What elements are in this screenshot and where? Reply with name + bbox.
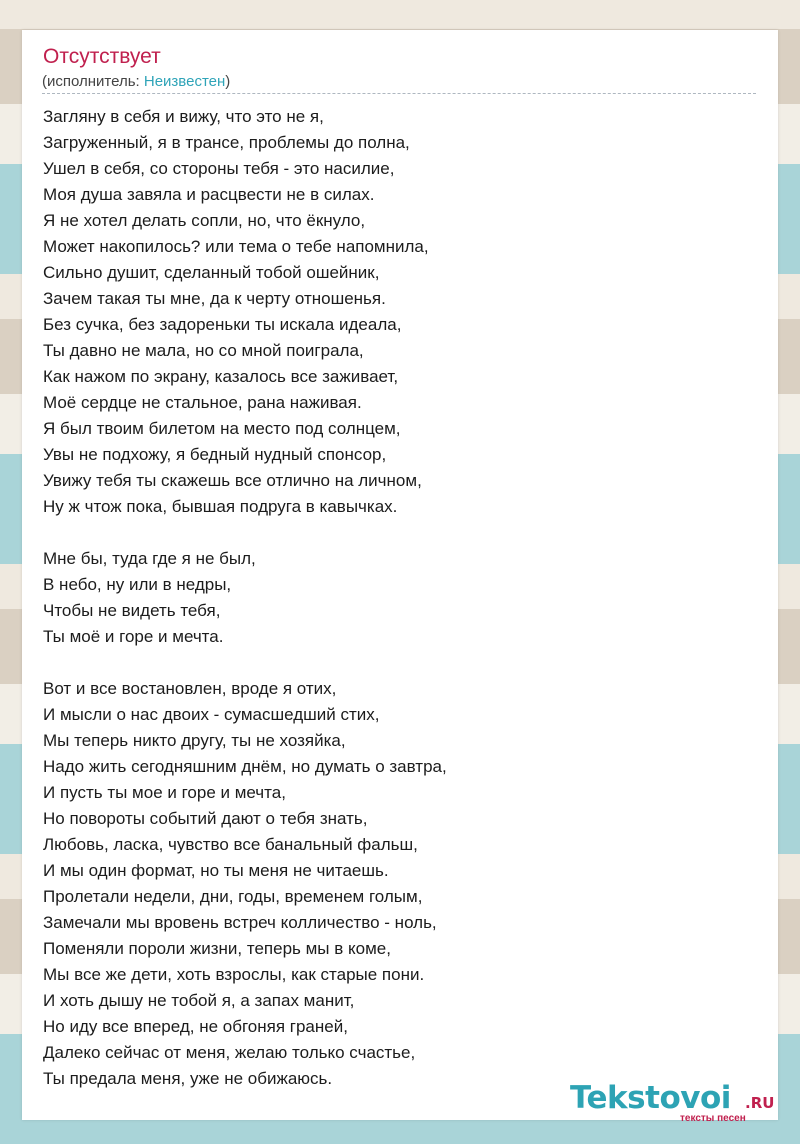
lyrics-line: Ты моё и горе и мечта. bbox=[43, 627, 224, 646]
lyrics-line: Загляну в себя и вижу, что это не я, bbox=[43, 107, 324, 126]
lyrics-stanza bbox=[43, 546, 763, 650]
lyrics-text bbox=[43, 104, 763, 1092]
lyrics-line: Чтобы не видеть тебя, bbox=[43, 601, 221, 620]
artist-link[interactable]: Неизвестен bbox=[143, 73, 226, 90]
lyrics-line: Я не хотел делать сопли, но, что ёкнуло, bbox=[43, 211, 366, 230]
artist-suffix: ) bbox=[225, 73, 231, 90]
lyrics-line: Вот и все востановлен, вроде я отих, bbox=[43, 679, 337, 698]
lyrics-line: И мысли о нас двоих - сумасшедший стих, bbox=[43, 705, 380, 724]
lyrics-line: Надо жить сегодняшним днём, но думать о завтра, bbox=[43, 757, 447, 776]
lyrics-line: Любовь, ласка, чувство все банальный фальш, bbox=[43, 835, 418, 854]
lyrics-line: Я был твоим билетом на место под солнцем, bbox=[43, 419, 401, 438]
lyrics-line: Зачем такая ты мне, да к черту отношенья. bbox=[43, 289, 386, 308]
lyrics-line: Поменяли пороли жизни, теперь мы в коме, bbox=[43, 939, 391, 958]
lyrics-line: Но повороты событий дают о тебя знать, bbox=[43, 809, 368, 828]
artist-prefix: (исполнитель: bbox=[42, 73, 144, 90]
artist-line bbox=[42, 73, 230, 90]
lyrics-line: Моё сердце не стальное, рана наживая. bbox=[43, 393, 362, 412]
lyrics-line: И пусть ты мое и горе и мечта, bbox=[43, 783, 286, 802]
lyrics-line: Может накопилось? или тема о тебе напомнила, bbox=[43, 237, 429, 256]
logo-name: Tekstovoi bbox=[570, 1080, 731, 1116]
site-logo[interactable] bbox=[570, 1080, 780, 1124]
lyrics-line: Мы все же дети, хоть взрослы, как старые пони. bbox=[43, 965, 425, 984]
lyrics-line: Замечали мы вровень встреч колличество - ноль, bbox=[43, 913, 437, 932]
lyrics-card bbox=[22, 30, 778, 1124]
lyrics-line: Моя душа завяла и расцвести не в силах. bbox=[43, 185, 375, 204]
lyrics-line: Ушел в себя, со стороны тебя - это насилие, bbox=[43, 159, 395, 178]
lyrics-line: Мне бы, туда где я не был, bbox=[43, 549, 256, 568]
lyrics-line: Загруженный, я в трансе, проблемы до полна, bbox=[43, 133, 410, 152]
lyrics-line: В небо, ну или в недры, bbox=[43, 575, 232, 594]
lyrics-line: Ты давно не мала, но со мной поиграла, bbox=[43, 341, 364, 360]
lyrics-line: И хоть дышу не тобой я, а запах манит, bbox=[43, 991, 355, 1010]
song-title: Отсутствует bbox=[43, 45, 161, 68]
lyrics-line: Далеко сейчас от меня, желаю только счастье, bbox=[43, 1043, 416, 1062]
lyrics-stanza bbox=[43, 676, 763, 1092]
lyrics-line: Пролетали недели, дни, годы, временем голым, bbox=[43, 887, 423, 906]
lyrics-line: Как нажом по экрану, казалось все заживает, bbox=[43, 367, 399, 386]
lyrics-line: Увижу тебя ты скажешь все отлично на личном, bbox=[43, 471, 422, 490]
lyrics-line: Ну ж чтож пока, бывшая подруга в кавычках. bbox=[43, 497, 398, 516]
lyrics-line: Без сучка, без задореньки ты искала идеала, bbox=[43, 315, 402, 334]
lyrics-line: И мы один формат, но ты меня не читаешь. bbox=[43, 861, 389, 880]
lyrics-line: Увы не подхожу, я бедный нудный спонсор, bbox=[43, 445, 387, 464]
lyrics-line: Но иду все вперед, не обгоняя граней, bbox=[43, 1017, 348, 1036]
lyrics-stanza bbox=[43, 104, 763, 520]
logo-tagline: тексты песен bbox=[680, 1113, 746, 1124]
logo-tld: .RU bbox=[745, 1094, 775, 1112]
lyrics-line: Сильно душит, сделанный тобой ошейник, bbox=[43, 263, 380, 282]
dashed-divider bbox=[42, 93, 756, 94]
lyrics-line: Мы теперь никто другу, ты не хозяйка, bbox=[43, 731, 346, 750]
lyrics-line: Ты предала меня, уже не обижаюсь. bbox=[43, 1069, 333, 1088]
